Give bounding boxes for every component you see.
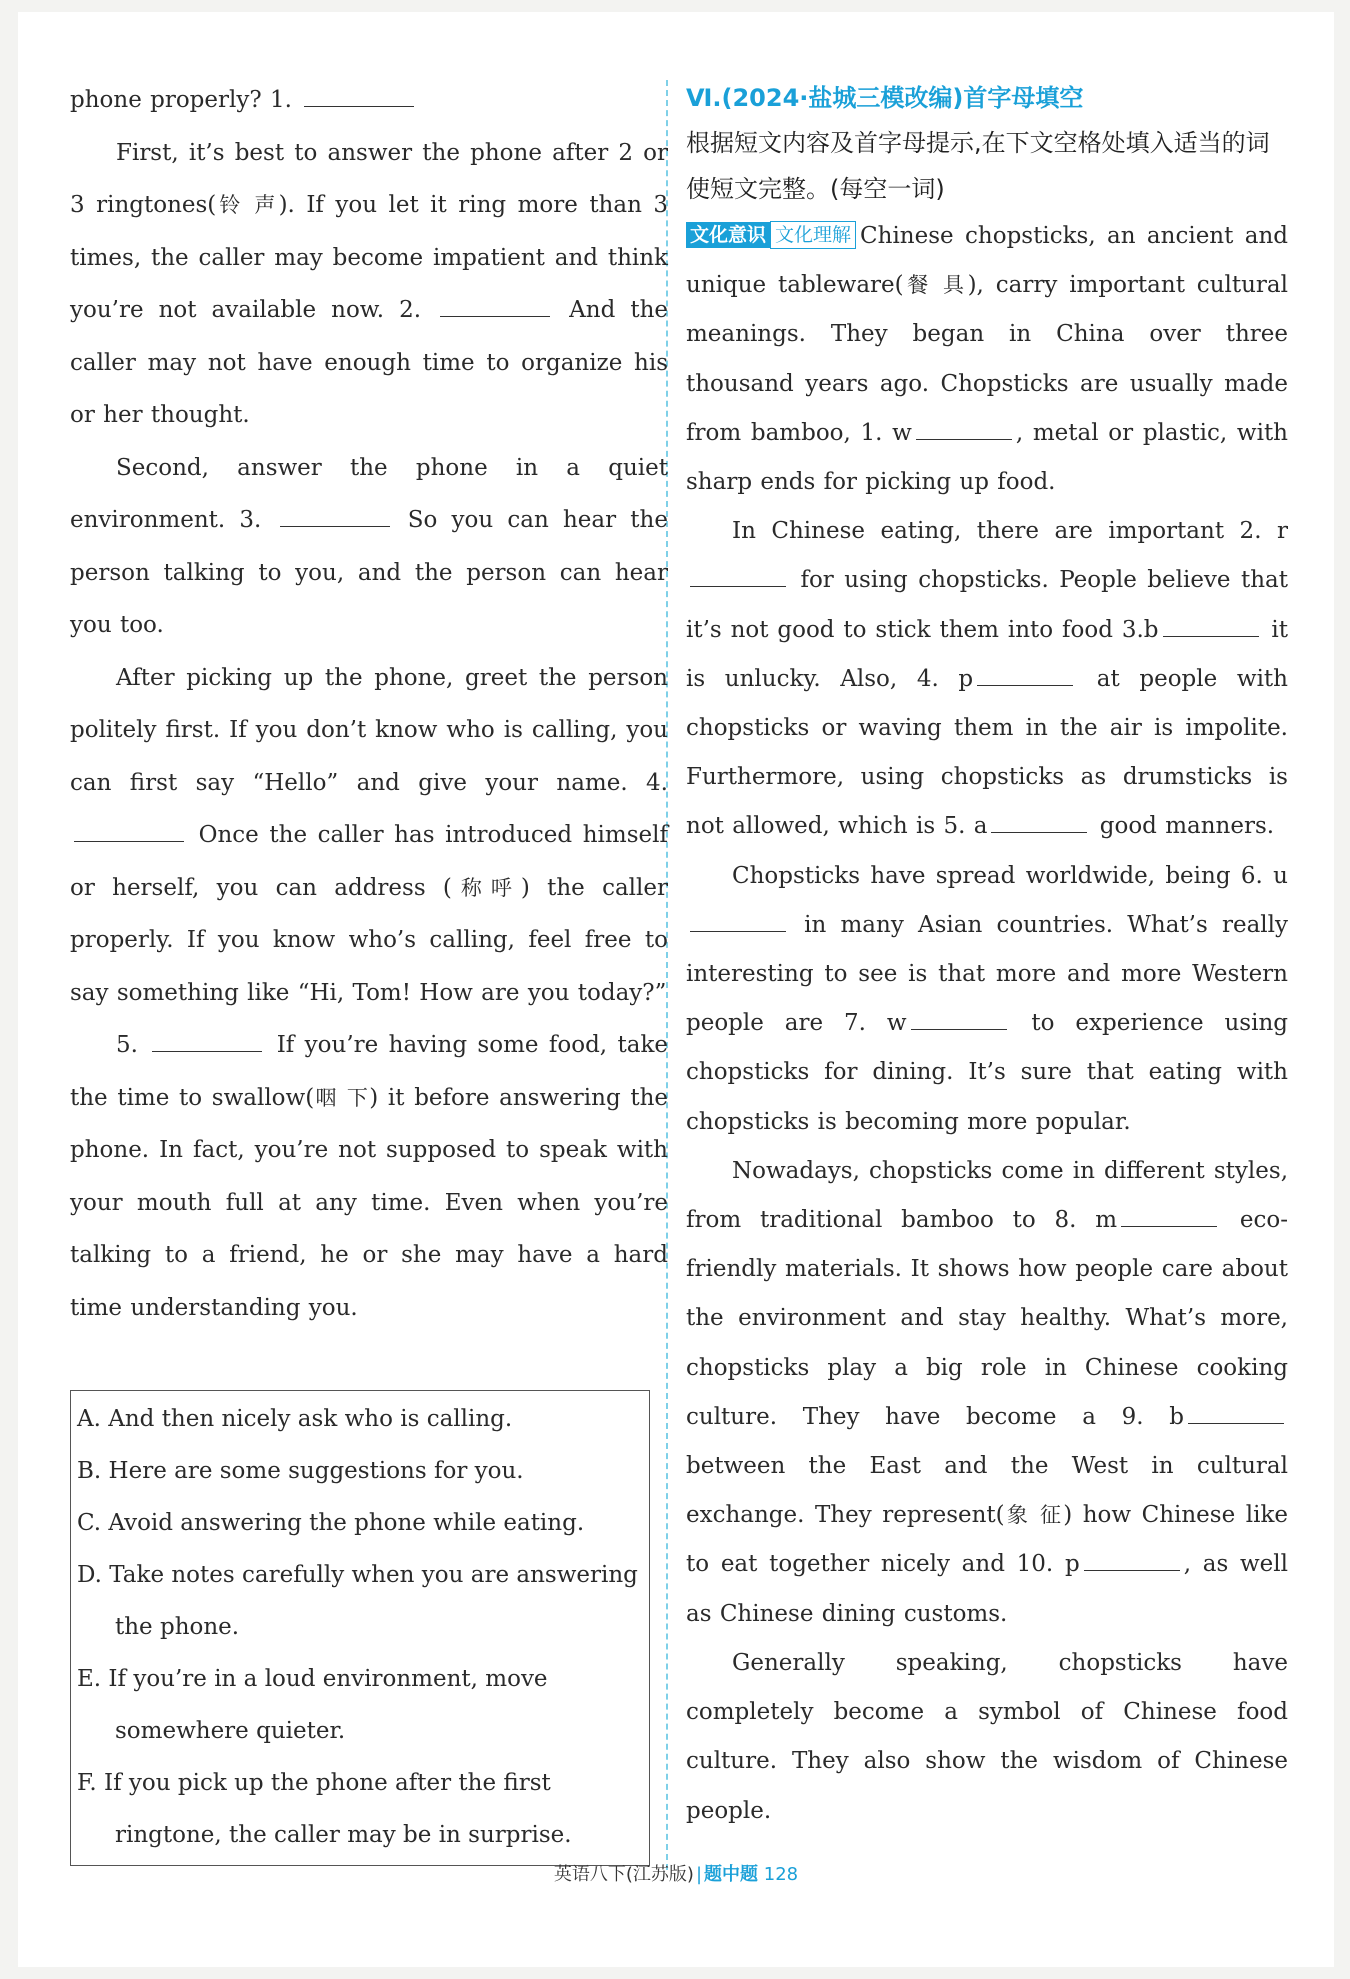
cloze-blank-6[interactable] (690, 911, 786, 932)
brand-name: 题中题 (704, 1864, 759, 1885)
right-column (686, 78, 1288, 1836)
answer-blank-3[interactable] (280, 506, 390, 527)
cloze-blank-7[interactable] (911, 1009, 1007, 1030)
answer-blank-5[interactable] (152, 1031, 262, 1052)
passage-paragraph-2: Second, answer the phone in a quiet environment. 3. So you can hear the person talking to you, and the person can hear you too. (70, 454, 668, 638)
cloze-paragraph-1: 文化意识 文化理解 Chinese chopsticks, an ancient and unique tableware(餐 具), carry important cultural meanings. They began in China over three thousand years ago. Chopsticks are usually made from bamboo, 1. w , metal or plastic, with sharp ends for picking up food. (686, 223, 1288, 496)
passage-paragraph-4: 5. If you’re having some food, take the time to swallow(咽 下) it before answering the phone. In fact, you’re not supposed to speak with your mouth full at any time. Even when you’re talking to a friend, he or she may have a hard time understanding you. (70, 1032, 669, 1321)
cloze-paragraph-3: Chopsticks have spread worldwide, being 6. u in many Asian countries. What’s really interesting to see is that more and more Western people are 7. w to experience using chopsticks for dining. It’s sure that eating with chopsticks is becoming more popular. (686, 862, 1288, 1135)
cloze-blank-4[interactable] (977, 665, 1073, 686)
cloze-paragraph-5: Generally speaking, chopsticks have completely become a symbol of Chinese food culture. They also show the wisdom of Chinese people. (686, 1649, 1288, 1824)
left-column (70, 74, 668, 1334)
option-a[interactable]: A. And then nicely ask who is calling. (77, 1406, 513, 1432)
passage-paragraph-3: After picking up the phone, greet the person politely first. If you don’t know who is calling, you can first say “Hello” and give your name. 4. Once the caller has introduced himself or herself, you can address (称呼) the caller properly. If you know who’s calling, feel free to say something like “Hi, Tom! How are you today?” (70, 664, 668, 1006)
cloze-blank-8[interactable] (1121, 1206, 1217, 1227)
cloze-blank-10[interactable] (1084, 1550, 1180, 1571)
cloze-paragraph-4: Nowadays, chopsticks come in different styles, from traditional bamboo to 8. m eco-friendly materials. It shows how people care about the environment and stay healthy. What’s more, chopsticks play a big role in Chinese cooking culture. They have become a 9. b between the East and the West in cultural exchange. They represent(象 征) how Chinese like to eat together nicely and 10. p , as well as Chinese dining customs. (686, 1157, 1289, 1627)
option-c[interactable]: C. Avoid answering the phone while eating. (77, 1510, 585, 1536)
answer-blank-2[interactable] (440, 296, 550, 317)
cloze-blank-1[interactable] (916, 419, 1012, 440)
page-footer: 英语八下(江苏版) | 题中题 128 (553, 1864, 799, 1885)
page (18, 12, 1334, 1967)
option-e[interactable]: E. If you’re in a loud environment, move somewhere quieter. (77, 1666, 548, 1744)
answer-blank-1[interactable] (304, 86, 414, 107)
section-instruction: 根据短文内容及首字母提示,在下文空格处填入适当的词使短文完整。(每空一词) (686, 129, 1270, 203)
cloze-blank-5[interactable] (991, 812, 1087, 833)
cloze-paragraph-2: In Chinese eating, there are important 2. r for using chopsticks. People believe that it’s not good to stick them into food 3.b it is unlucky. Also, 4. p at people with chopsticks or waving them in the air is impolite. Furthermore, using chopsticks as drumsticks is not allowed, which is 5. a good manners. (686, 518, 1288, 840)
options-box (70, 1390, 650, 1866)
cloze-blank-3[interactable] (1163, 616, 1259, 637)
page-number: 128 (763, 1864, 799, 1885)
section-title: Ⅵ.(2024·盐城三模改编)首字母填空 (686, 84, 1084, 112)
option-d[interactable]: D. Take notes carefully when you are answering the phone. (77, 1562, 638, 1640)
passage-paragraph-0: phone properly? 1. (70, 74, 668, 127)
option-b[interactable]: B. Here are some suggestions for you. (77, 1458, 524, 1484)
book-title: 英语八下(江苏版) (553, 1864, 694, 1885)
answer-blank-4[interactable] (74, 821, 184, 842)
cloze-blank-9[interactable] (1188, 1403, 1284, 1424)
understanding-tag: 文化理解 (770, 221, 856, 249)
passage-paragraph-1: First, it’s best to answer the phone after 2 or 3 ringtones(铃 声). If you let it ring more than 3 times, the caller may become impatient and think you’re not available now. 2. And the caller may not have enough time to organize his or her thought. (70, 139, 669, 428)
culture-tag: 文化意识 (686, 222, 770, 248)
option-f[interactable]: F. If you pick up the phone after the first ringtone, the caller may be in surprise. (77, 1770, 572, 1848)
cloze-blank-2[interactable] (690, 566, 786, 587)
